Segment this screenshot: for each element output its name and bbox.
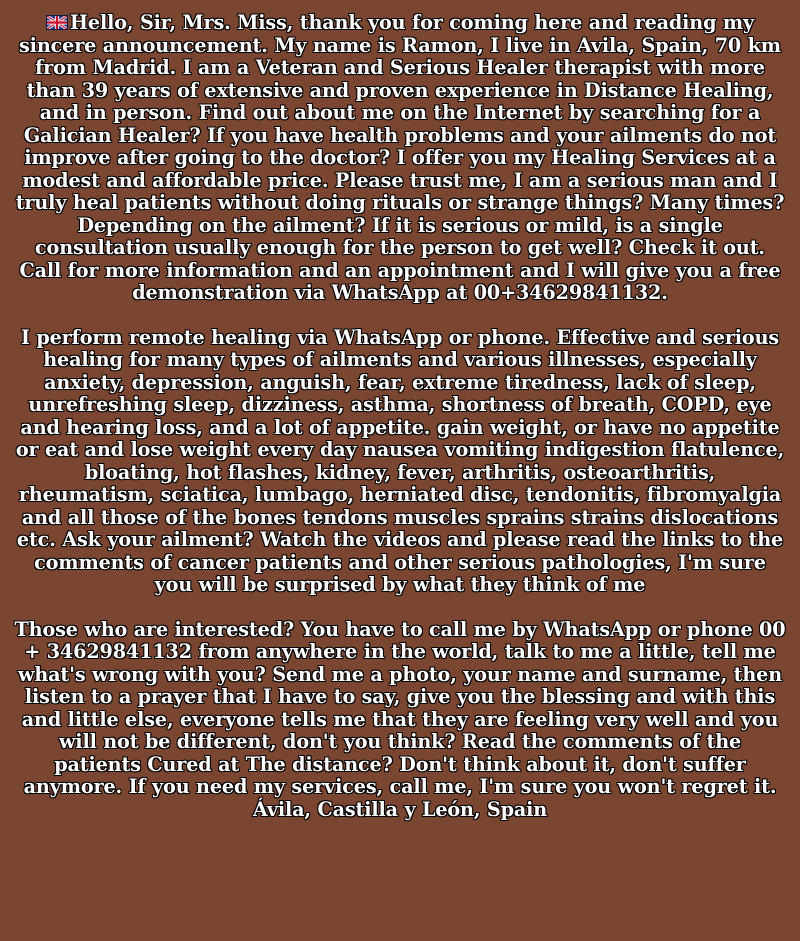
uk-flag-icon [46,15,68,30]
announcement-paragraph-3: Those who are interested? You have to call me by WhatsApp or phone 00 + 34629841132 from anywhere in the world, talk to me a little, tell me what's wrong with you? Send me a photo, your name and surname, then listen to a prayer that I have to say, give you the blessing and with this and little else, everyone tells me that they are feeling very well and you will not be different, don't you think? Read the comments of the patients Cured at The distance? Don't think about it, don't suffer anymore. If you need my services, call me, I'm sure you won't regret it. Ávila, Castilla y León, Spain [14,617,786,821]
announcement-paragraph-1 [14,12,786,305]
announcement-paragraph-1-text: Hello, Sir, Mrs. Miss, thank you for coming here and reading my sincere announcement. My name is Ramon, I live in Avila, Spain, 70 km from Madrid. I am a Veteran and Serious Healer therapist with more than 39 years of extensive and proven experience in Distance Healing, and in person. Find out about me on the Internet by searching for a Galician Healer? If you have health problems and your ailments do not improve after going to the doctor? I offer you my Healing Services at a modest and affordable price. Please trust me, I am a serious man and I truly heal patients without doing rituals or strange things? Many times? Depending on the ailment? If it is serious or mild, is a single consultation usually enough for the person to get well? Check it out. Call for more information and an appointment and I will give you a free demonstration via WhatsApp at 00+34629841132. [15,11,785,304]
announcement-paragraph-2: I perform remote healing via WhatsApp or phone. Effective and serious healing for many types of ailments and various illnesses, especially anxiety, depression, anguish, fear, extreme tiredness, lack of sleep, unrefreshing sleep, dizziness, asthma, shortness of breath, COPD, eye and hearing loss, and a lot of appetite. gain weight, or have no appetite or eat and lose weight every day nausea vomiting indigestion flatulence, bloating, hot flashes, kidney, fever, arthritis, osteoarthritis, rheumatism, sciatica, lumbago, herniated disc, tendonitis, fibromyalgia and all those of the bones tendons muscles sprains strains dislocations etc. Ask your ailment? Watch the videos and please read the links to the comments of cancer patients and other serious pathologies, I'm sure you will be surprised by what they think of me [15,325,785,596]
